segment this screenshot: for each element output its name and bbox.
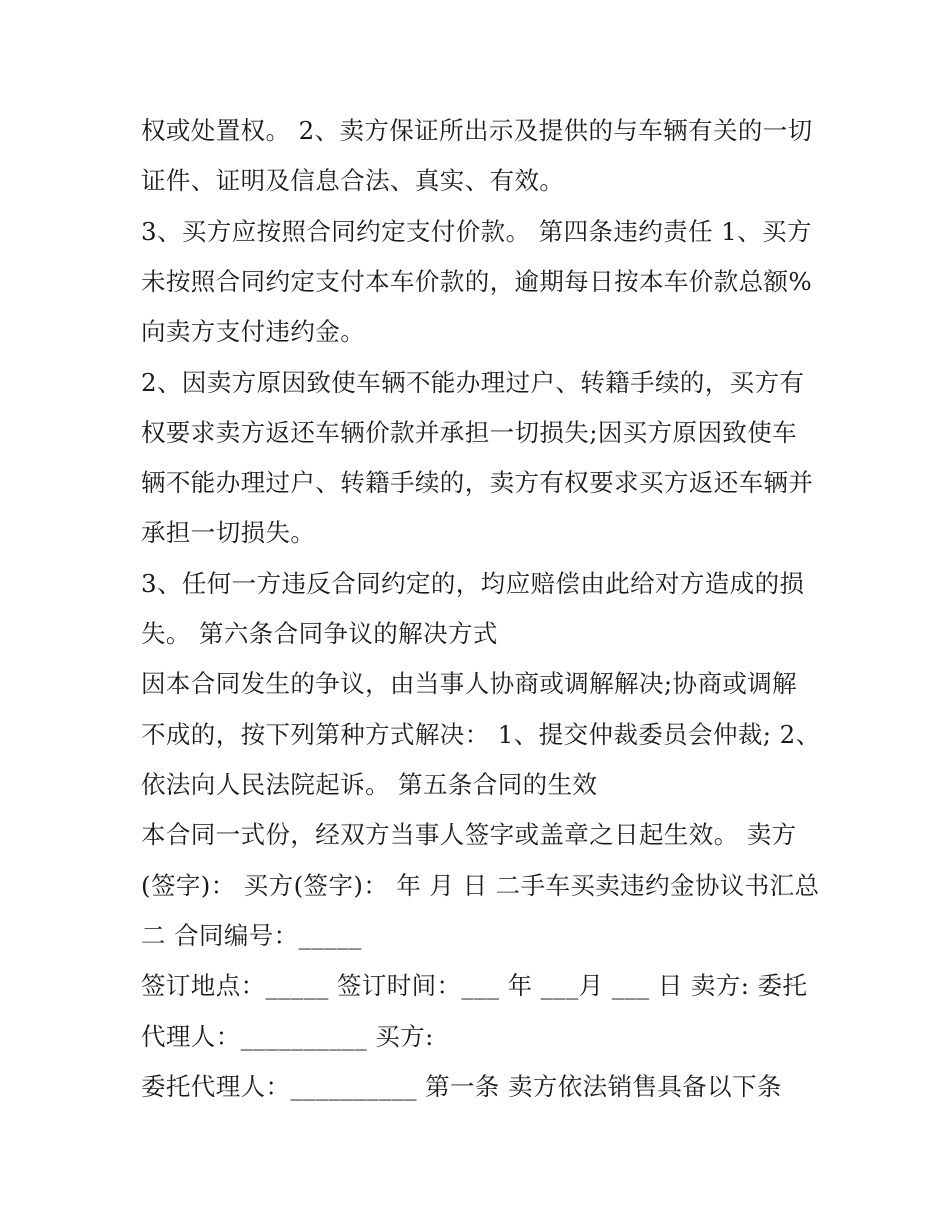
text-line: (签字)： 买方(签字)： 年 月 日 二手车买卖违约金协议书汇总 — [141, 871, 820, 900]
text-line: 依法向人民法院起诉。 第五条合同的生效 — [141, 770, 598, 799]
text-line: 签订地点：_____ 签订时间：___ 年 ___月 ___ 日 卖方: 委托 — [141, 971, 808, 1000]
text-line: 未按照合同约定支付本车价款的，逾期每日按本车价款总额% — [141, 267, 813, 296]
text-line: 权要求卖方返还车辆价款并承担一切损失;因买方原因致使车 — [141, 418, 798, 447]
text-line: 3、买方应按照合同约定支付价款。 第四条违约责任 1、买方 — [141, 217, 812, 246]
text-line: 代理人：__________ 买方: — [141, 1022, 434, 1051]
text-line: 2、因卖方原因致使车辆不能办理过户、转籍手续的，买方有 — [141, 368, 805, 397]
text-line: 证件、证明及信息合法、真实、有效。 — [141, 166, 565, 195]
text-line: 因本合同发生的争议，由当事人协商或调解解决;协商或调解 — [141, 669, 798, 698]
text-line: 不成的，按下列第种方式解决： 1、提交仲裁委员会仲裁; 2、 — [141, 720, 821, 749]
text-line: 承担一切损失。 — [141, 518, 316, 547]
text-line: 委托代理人：__________ 第一条 卖方依法销售具备以下条 — [141, 1072, 782, 1101]
text-line: 本合同一式份，经双方当事人签字或盖章之日起生效。 卖方 — [141, 820, 797, 849]
text-line: 向卖方支付违约金。 — [141, 317, 366, 346]
text-line: 权或处置权。 2、卖方保证所出示及提供的与车辆有关的一切 — [141, 116, 813, 145]
document-body — [141, 106, 821, 1112]
text-line: 辆不能办理过户、转籍手续的，卖方有权要求买方返还车辆并 — [141, 468, 814, 497]
text-line: 3、任何一方违反合同约定的，均应赔偿由此给对方造成的损 — [141, 569, 805, 598]
text-line: 失。 第六条合同争议的解决方式 — [141, 619, 498, 648]
text-line: 二 合同编号：_____ — [141, 921, 362, 950]
